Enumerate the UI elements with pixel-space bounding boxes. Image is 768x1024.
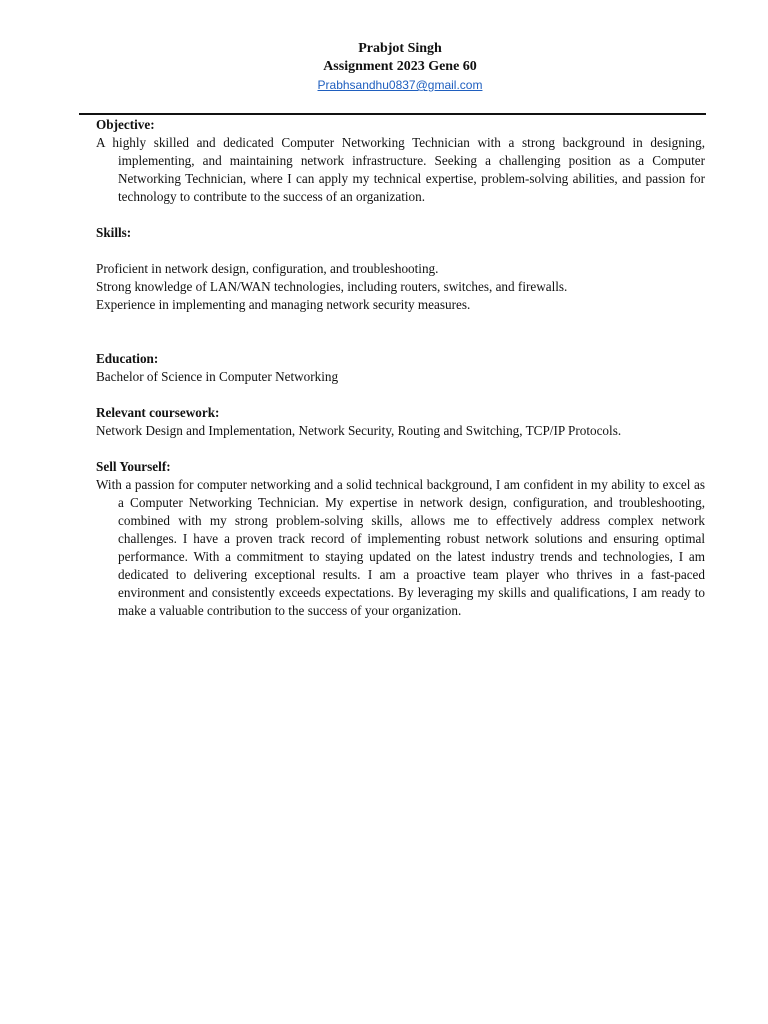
email-link[interactable]: Prabhsandhu0837@gmail.com: [317, 78, 483, 92]
sell-yourself-text: With a passion for computer networking and a solid technical background, I am confident in my ability to excel as a Computer Networking Technician. My expertise in network design, configuration, and troubleshooting, combined with my strong problem-solving skills, allows me to effectively address complex network challenges. I have a proven track record of implementing robust network solutions and ensuring optimal performance. With a commitment to staying updated on the latest industry trends and technologies, I am dedicated to delivering exceptional results. I am a proactive team player who thrives in a fast-paced environment and consistently exceeds expectations. By leveraging my skills and qualifications, I am ready to make a valuable contribution to the success of your organization.: [96, 477, 705, 618]
skills-heading: Skills:: [96, 225, 132, 240]
sell-yourself-heading: Sell Yourself:: [96, 459, 171, 474]
skill-item: Proficient in network design, configuration, and troubleshooting.: [96, 261, 439, 276]
sell-yourself-section: [96, 458, 705, 620]
resume-body: [96, 116, 705, 620]
skill-item: Strong knowledge of LAN/WAN technologies, including routers, switches, and firewalls.: [96, 279, 568, 294]
objective-heading: Objective:: [96, 117, 155, 132]
coursework-section: [96, 404, 705, 440]
coursework-text: Network Design and Implementation, Network Security, Routing and Switching, TCP/IP Protocols.: [96, 423, 622, 438]
coursework-heading: Relevant coursework:: [96, 405, 220, 420]
education-section: [96, 350, 705, 386]
objective-text: A highly skilled and dedicated Computer Networking Technician with a strong background in designing, implementing, and maintaining network infrastructure. Seeking a challenging position as a Computer Networking Technician, where I can apply my technical expertise, problem-solving abilities, and passion for technology to contribute to the success of an organization.: [96, 135, 705, 204]
resume-header: [0, 40, 768, 94]
objective-section: [96, 116, 705, 206]
education-heading: Education:: [96, 351, 159, 366]
candidate-name: Prabjot Singh: [358, 41, 442, 56]
education-degree: Bachelor of Science in Computer Networking: [96, 369, 339, 384]
header-divider: [79, 113, 706, 115]
skills-section: [96, 224, 705, 314]
skill-item: Experience in implementing and managing network security measures.: [96, 297, 471, 312]
assignment-title: Assignment 2023 Gene 60: [323, 59, 477, 74]
